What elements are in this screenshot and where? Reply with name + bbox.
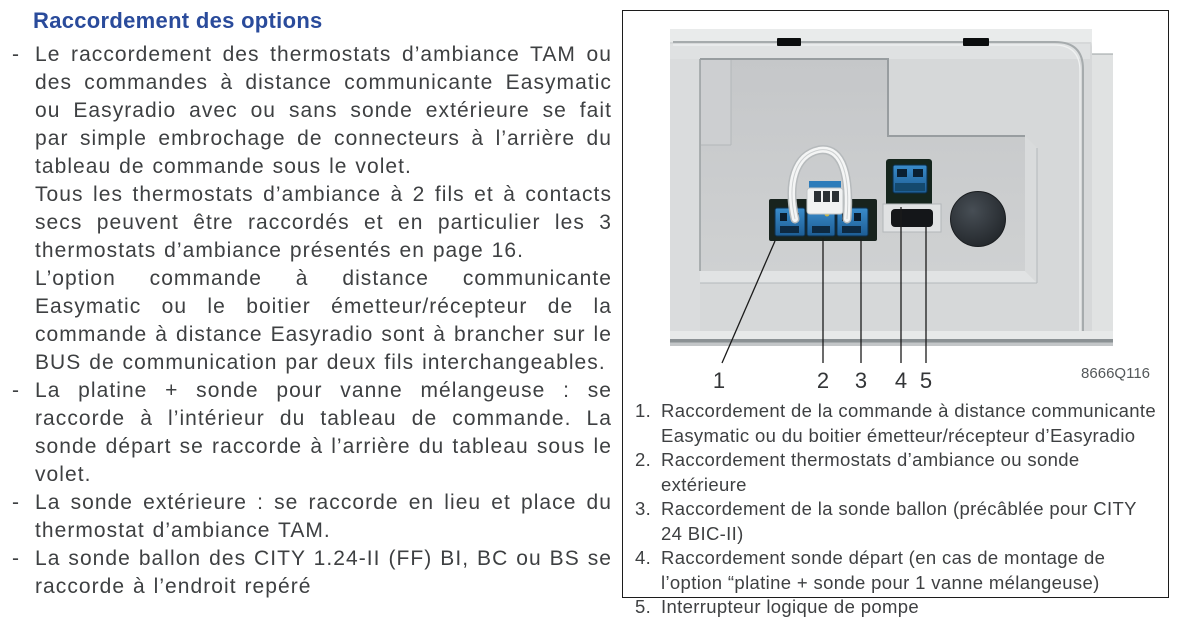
legend-number: 5. — [635, 596, 652, 617]
bullet-dash: - — [12, 43, 21, 66]
figure-legend — [623, 397, 1168, 620]
legend-number: 3. — [635, 498, 652, 519]
legend-item — [635, 497, 1162, 546]
legend-item — [635, 448, 1162, 497]
figure-labels — [713, 368, 932, 393]
legend-number: 2. — [635, 449, 652, 470]
bullet-dash: - — [12, 547, 21, 570]
paragraph-text: Le raccordement des thermostats d’ambiance TAM ou des commandes à distance communicante Easymatic ou Easyradio avec ou sans sonde extérieure se fait par simple embrochage de connecteurs à l’arrière du tableau de commande sous le volet. — [35, 43, 612, 178]
bullet-dash: - — [12, 379, 21, 402]
legend-text: Raccordement de la commande à distance communicante Easymatic ou du boitier émetteur/récepteur d’Easyradio — [661, 400, 1156, 446]
bus-plug — [807, 181, 843, 214]
legend-item — [635, 595, 1162, 620]
panel-right-strip — [1092, 54, 1113, 346]
clip-slot-left — [777, 38, 801, 46]
cable-grommet — [951, 192, 1006, 247]
bullet-dash: - — [12, 491, 21, 514]
legend-text: Interrupteur logique de pompe — [661, 596, 920, 617]
panel-bottom-ledge — [670, 331, 1113, 346]
page-title: Raccordement des options — [33, 8, 323, 33]
figure-label-1: 1 — [712, 368, 726, 393]
legend-item — [635, 546, 1162, 595]
figure-label-3: 3 — [854, 368, 868, 393]
figure-label-2: 2 — [816, 368, 830, 393]
connector-sonde-depart — [886, 159, 932, 207]
paragraph-text: L’option commande à distance communicante Easymatic ou le boitier émetteur/récepteur de la commande à distance Easyradio sont à brancher sur le BUS de communication par deux fils interchangeables. — [35, 267, 612, 374]
panel-left-strip — [670, 59, 700, 346]
paragraph-text: La sonde extérieure : se raccorde en lieu et place du thermostat d’ambiance TAM. — [35, 491, 612, 542]
legend-text: Raccordement sonde départ (en cas de montage de l’option “platine + sonde pour 1 vanne mélangeuse) — [661, 547, 1106, 593]
legend-number: 4. — [635, 547, 652, 568]
paragraph — [10, 377, 612, 489]
paragraph-text: Tous les thermostats d’ambiance à 2 fils et à contacts secs peuvent être raccordés et en particulier les 3 thermostats d’ambiance présentés en page 16. — [35, 183, 612, 262]
legend-text: Raccordement thermostats d’ambiance ou sonde extérieure — [661, 449, 1080, 495]
paragraph — [10, 545, 612, 601]
legend-item — [635, 399, 1162, 448]
figure-label-5: 5 — [919, 368, 933, 393]
figure-ref: 8666Q116 — [1081, 365, 1150, 382]
clip-slot-right — [963, 38, 989, 46]
text-column — [10, 8, 612, 601]
legend-number: 1. — [635, 400, 652, 421]
paragraph — [10, 489, 612, 545]
paragraph-text: La platine + sonde pour vanne mélangeuse : se raccorde à l’intérieur du tableau de commande. La sonde départ se raccorde à l’arrière du tableau sous le volet. — [35, 379, 612, 486]
paragraph — [10, 41, 612, 181]
control-panel-photo — [623, 11, 1166, 397]
paragraph — [10, 181, 612, 265]
figure-box — [622, 10, 1169, 617]
figure-label-4: 4 — [894, 368, 908, 393]
pump-logic-switch — [883, 204, 941, 232]
panel-top-band — [670, 29, 1092, 42]
paragraph — [10, 265, 612, 377]
paragraph-text: La sonde ballon des CITY 1.24-II (FF) BI, BC ou BS se raccorde à l’endroit repéré — [35, 547, 612, 598]
legend-text: Raccordement de la sonde ballon (précâblée pour CITY 24 BIC-II) — [661, 498, 1137, 544]
